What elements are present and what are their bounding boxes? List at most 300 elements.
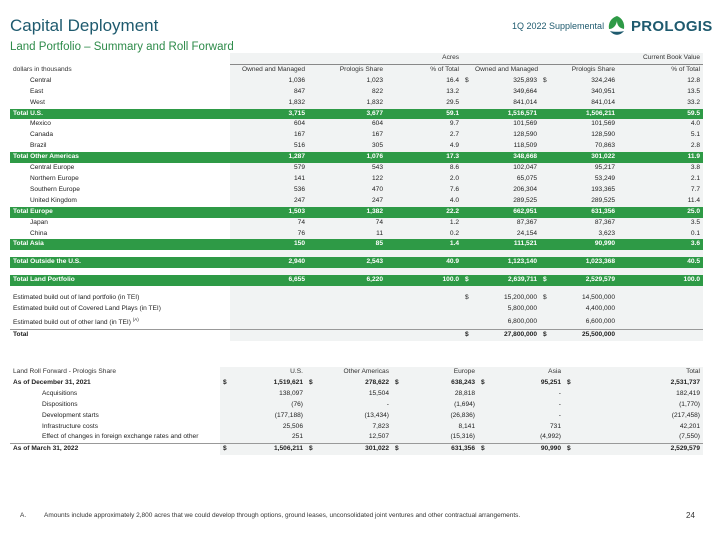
value-owned-managed-text: 325,893 — [513, 76, 538, 84]
acres-owned-managed — [230, 87, 308, 98]
value-owned-managed-text: 349,664 — [513, 87, 538, 95]
row-label — [10, 185, 230, 196]
currency-symbol — [540, 76, 550, 87]
value-pct-total-text: 2.8 — [690, 142, 701, 150]
value-pct-total — [618, 163, 703, 174]
acres-owned-managed-text: 247 — [293, 196, 305, 204]
col-value-prologis-share: Prologis Share — [550, 64, 618, 75]
value-owned-managed — [472, 207, 540, 218]
acres-pct-total — [386, 229, 462, 240]
row-label-text: Northern Europe — [30, 174, 79, 182]
row-label — [10, 293, 230, 304]
acres-pct-total — [386, 239, 462, 250]
currency-symbol — [462, 330, 472, 341]
value-europe: (15,316) — [404, 432, 478, 443]
table-row — [10, 174, 703, 185]
currency-symbol — [462, 239, 472, 250]
value-us: 138,097 — [232, 389, 306, 400]
acres-pct-total — [386, 196, 462, 207]
acres-pct-total-text: 0.2 — [449, 229, 460, 237]
value-owned-managed — [472, 239, 540, 250]
currency-symbol — [220, 389, 232, 400]
value-prologis-share-text: 53,249 — [594, 174, 616, 182]
footnote — [20, 512, 520, 519]
acres-pct-total — [386, 185, 462, 196]
row-label: Dispositions — [42, 400, 78, 408]
acres-owned-managed — [230, 130, 308, 141]
currency-symbol — [540, 87, 550, 98]
column-group-header-row — [10, 53, 703, 64]
table-row — [10, 218, 703, 229]
currency-symbol-text: $ — [543, 276, 547, 284]
roll-forward-header-row — [10, 367, 703, 378]
row-label — [10, 152, 230, 163]
currency-symbol-text: $ — [465, 276, 469, 284]
row-label-text: Japan — [30, 218, 48, 226]
acres-owned-managed-text: 2,940 — [288, 258, 305, 266]
value-owned-managed — [472, 87, 540, 98]
currency-symbol — [564, 400, 576, 411]
acres-prologis-share-text: 11 — [376, 229, 383, 237]
value-owned-managed-text: 128,590 — [513, 131, 538, 139]
currency-symbol — [540, 98, 550, 109]
value-prologis-share-text: 4,400,000 — [585, 305, 616, 313]
value-pct-total — [618, 257, 703, 268]
col-us: U.S. — [232, 367, 306, 378]
value-pct-total-text: 12.8 — [687, 76, 701, 84]
acres-pct-total-text: 16.4 — [446, 76, 460, 84]
total-row — [10, 257, 703, 268]
acres-owned-managed-text: 6,655 — [288, 276, 305, 284]
currency-symbol — [540, 304, 550, 315]
roll-forward-row — [10, 444, 703, 455]
roll-forward-row — [10, 411, 703, 422]
value-owned-managed-text: 1,123,140 — [507, 258, 538, 266]
prologis-logo — [606, 15, 713, 37]
acres-prologis-share — [308, 98, 386, 109]
value-prologis-share-text: 3,623 — [598, 229, 616, 237]
value-owned-managed — [472, 196, 540, 207]
row-label-text: Estimated build out of land portfolio (in TEI) — [13, 294, 140, 302]
value-prologis-share — [550, 130, 618, 141]
value-owned-managed — [472, 141, 540, 152]
currency-symbol — [540, 275, 550, 286]
value-owned-managed — [472, 185, 540, 196]
spacer-row — [10, 268, 703, 275]
row-label-text: Brazil — [30, 142, 47, 150]
acres-pct-total-text: 8.6 — [449, 164, 460, 172]
value-owned-managed-text: 118,509 — [513, 142, 538, 150]
currency-symbol — [392, 422, 404, 433]
acres-prologis-share — [308, 275, 386, 286]
value-owned-managed — [472, 257, 540, 268]
row-label-text: United Kingdom — [30, 196, 77, 204]
currency-symbol — [462, 315, 472, 330]
value-prologis-share — [550, 174, 618, 185]
acres-owned-managed — [230, 196, 308, 207]
col-asia: Asia — [490, 367, 564, 378]
value-prologis-share — [550, 76, 618, 87]
currency-symbol — [462, 304, 472, 315]
currency-symbol-text: $ — [543, 294, 547, 302]
acres-owned-managed — [230, 330, 308, 341]
value-pct-total — [618, 152, 703, 163]
value-prologis-share — [550, 275, 618, 286]
row-label-text: China — [30, 229, 48, 237]
value-owned-managed-text: 101,569 — [513, 120, 538, 128]
currency-symbol — [540, 207, 550, 218]
acres-pct-total-text: 2.0 — [449, 174, 460, 182]
currency-symbol-text: $ — [465, 331, 469, 339]
value-europe: 8,141 — [404, 422, 478, 433]
currency-symbol — [462, 109, 472, 120]
acres-pct-total — [386, 163, 462, 174]
value-pct-total — [618, 207, 703, 218]
currency-symbol — [462, 87, 472, 98]
acres-pct-total-text: 4.0 — [449, 196, 460, 204]
acres-pct-total — [386, 87, 462, 98]
value-pct-total-text: 11.9 — [687, 153, 701, 161]
value-total: 2,529,579 — [576, 444, 703, 455]
acres-prologis-share — [308, 185, 386, 196]
value-owned-managed-text: 206,304 — [513, 185, 538, 193]
currency-symbol: $ — [392, 444, 404, 455]
row-label — [10, 207, 230, 218]
roll-forward-row — [10, 422, 703, 433]
value-prologis-share-text: 289,525 — [591, 196, 616, 204]
currency-symbol — [462, 229, 472, 240]
acres-prologis-share — [308, 87, 386, 98]
value-owned-managed-text: 24,154 — [516, 229, 538, 237]
row-label — [10, 98, 230, 109]
col-acres-owned-managed: Owned and Managed — [230, 64, 308, 75]
currency-symbol — [540, 293, 550, 304]
currency-symbol — [462, 119, 472, 130]
value-pct-total-text: 25.0 — [687, 207, 701, 215]
footnote-letter: A. — [20, 512, 27, 519]
value-prologis-share — [550, 98, 618, 109]
acres-prologis-share — [308, 119, 386, 130]
currency-symbol — [540, 315, 550, 330]
row-label — [10, 257, 230, 268]
value-owned-managed — [472, 218, 540, 229]
currency-symbol: $ — [220, 378, 232, 389]
acres-owned-managed-text: 1,503 — [288, 207, 305, 215]
value-asia: 90,990 — [490, 444, 564, 455]
value-other-americas: 15,504 — [318, 389, 392, 400]
acres-owned-managed — [230, 218, 308, 229]
acres-owned-managed — [230, 257, 308, 268]
row-label-text: Central Europe — [30, 164, 75, 172]
value-us: 1,519,621 — [232, 378, 306, 389]
currency-symbol — [306, 400, 318, 411]
value-pct-total — [618, 98, 703, 109]
value-pct-total-text: 59.5 — [687, 109, 701, 117]
currency-symbol — [462, 76, 472, 87]
acres-owned-managed — [230, 315, 308, 330]
value-owned-managed-text: 348,668 — [513, 153, 538, 161]
acres-pct-total — [386, 141, 462, 152]
acres-owned-managed — [230, 185, 308, 196]
total-row — [10, 239, 703, 250]
acres-pct-total — [386, 98, 462, 109]
col-acres-prologis-share: Prologis Share — [308, 64, 386, 75]
acres-pct-total — [386, 257, 462, 268]
value-owned-managed — [472, 229, 540, 240]
currency-symbol — [392, 389, 404, 400]
currency-symbol — [392, 432, 404, 443]
value-prologis-share — [550, 163, 618, 174]
value-asia: - — [490, 389, 564, 400]
page-number: 24 — [686, 511, 695, 520]
currency-symbol — [462, 293, 472, 304]
acres-prologis-share-text: 822 — [371, 87, 383, 95]
acres-prologis-share-text: 167 — [371, 131, 383, 139]
acres-owned-managed-text: 150 — [293, 240, 305, 248]
col-value-pct-total: % of Total — [618, 64, 703, 75]
currency-symbol — [540, 109, 550, 120]
currency-symbol — [462, 98, 472, 109]
acres-pct-total — [386, 76, 462, 87]
acres-prologis-share — [308, 293, 386, 304]
table-row — [10, 87, 703, 98]
acres-owned-managed — [230, 207, 308, 218]
value-prologis-share-text: 95,217 — [594, 164, 616, 172]
value-pct-total-text: 11.4 — [687, 196, 701, 204]
value-prologis-share — [550, 196, 618, 207]
value-prologis-share-text: 6,600,000 — [585, 317, 616, 325]
row-label — [10, 130, 230, 141]
acres-pct-total — [386, 304, 462, 315]
currency-symbol: $ — [392, 378, 404, 389]
acres-pct-total-text: 1.2 — [449, 218, 460, 226]
acres-owned-managed-text: 847 — [293, 87, 305, 95]
currency-symbol — [220, 411, 232, 422]
currency-symbol — [540, 163, 550, 174]
value-pct-total — [618, 109, 703, 120]
row-label — [10, 109, 230, 120]
currency-symbol — [462, 275, 472, 286]
row-label — [10, 119, 230, 130]
acres-pct-total-text: 4.9 — [449, 142, 460, 150]
acres-prologis-share — [308, 330, 386, 341]
currency-symbol — [564, 411, 576, 422]
value-total: 42,201 — [576, 422, 703, 433]
value-prologis-share — [550, 152, 618, 163]
currency-symbol — [540, 130, 550, 141]
currency-symbol — [540, 257, 550, 268]
currency-symbol: $ — [478, 444, 490, 455]
value-prologis-share-text: 631,356 — [591, 207, 616, 215]
value-prologis-share — [550, 87, 618, 98]
currency-symbol-text: $ — [543, 76, 547, 84]
acres-prologis-share — [308, 130, 386, 141]
acres-owned-managed-text: 1,036 — [288, 76, 305, 84]
value-owned-managed — [472, 76, 540, 87]
value-pct-total — [618, 141, 703, 152]
value-prologis-share — [550, 293, 618, 304]
value-prologis-share-text: 25,500,000 — [582, 331, 616, 339]
value-pct-total-text: 2.1 — [690, 174, 701, 182]
currency-symbol: $ — [478, 378, 490, 389]
acres-owned-managed — [230, 229, 308, 240]
value-other-americas: - — [318, 400, 392, 411]
value-pct-total — [618, 87, 703, 98]
value-prologis-share-text: 2,529,579 — [585, 276, 616, 284]
row-label-text: Mexico — [30, 120, 51, 128]
table-row — [10, 196, 703, 207]
value-asia: (4,992) — [490, 432, 564, 443]
acres-pct-total-text: 7.6 — [449, 185, 460, 193]
value-pct-total — [618, 229, 703, 240]
acres-pct-total — [386, 130, 462, 141]
value-prologis-share — [550, 141, 618, 152]
land-portfolio-table — [10, 53, 703, 341]
value-prologis-share — [550, 207, 618, 218]
value-owned-managed-text: 15,200,000 — [504, 294, 538, 302]
value-owned-managed-text: 6,800,000 — [507, 317, 538, 325]
acres-pct-total-text: 13.2 — [446, 87, 460, 95]
acres-owned-managed — [230, 152, 308, 163]
acres-owned-managed-text: 604 — [293, 120, 305, 128]
currency-symbol — [306, 411, 318, 422]
value-owned-managed — [472, 315, 540, 330]
row-label-text: Total Europe — [13, 207, 53, 215]
row-label — [10, 330, 230, 341]
row-label — [10, 174, 230, 185]
table-row — [10, 98, 703, 109]
value-total: (1,770) — [576, 400, 703, 411]
value-prologis-share — [550, 119, 618, 130]
row-label: Development starts — [42, 411, 99, 419]
currency-symbol — [306, 432, 318, 443]
currency-symbol — [462, 163, 472, 174]
acres-owned-managed-text: 3,715 — [288, 109, 305, 117]
value-owned-managed-text: 65,075 — [516, 174, 538, 182]
table-row — [10, 304, 703, 315]
currency-symbol — [462, 218, 472, 229]
currency-symbol — [462, 207, 472, 218]
page-title: Capital Deployment — [10, 16, 159, 35]
acres-pct-total — [386, 275, 462, 286]
total-row — [10, 152, 703, 163]
value-pct-total — [618, 275, 703, 286]
acres-prologis-share — [308, 76, 386, 87]
value-prologis-share-text: 1,506,211 — [586, 109, 616, 117]
value-owned-managed — [472, 163, 540, 174]
acres-pct-total-text: 9.7 — [449, 120, 460, 128]
value-other-americas: 301,022 — [318, 444, 392, 455]
value-owned-managed-text: 111,521 — [513, 240, 538, 248]
value-us: 25,506 — [232, 422, 306, 433]
page-subtitle: Land Portfolio – Summary and Roll Forward — [10, 41, 234, 53]
acres-prologis-share-text: 1,023 — [366, 76, 383, 84]
currency-symbol: $ — [220, 444, 232, 455]
currency-symbol — [540, 229, 550, 240]
roll-forward-row — [10, 389, 703, 400]
acres-pct-total — [386, 207, 462, 218]
acres-pct-total — [386, 293, 462, 304]
row-label — [10, 229, 230, 240]
prologis-leaf-logo-icon — [606, 15, 628, 37]
value-pct-total-text: 100.0 — [683, 276, 701, 284]
value-owned-managed — [472, 293, 540, 304]
acres-pct-total-text: 59.1 — [446, 109, 460, 117]
currency-symbol: $ — [306, 444, 318, 455]
value-pct-total — [618, 174, 703, 185]
acres-prologis-share — [308, 196, 386, 207]
acres-prologis-share — [308, 109, 386, 120]
currency-symbol — [306, 389, 318, 400]
value-pct-total — [618, 185, 703, 196]
acres-owned-managed — [230, 239, 308, 250]
value-total: 2,531,737 — [576, 378, 703, 389]
currency-symbol — [392, 400, 404, 411]
row-label-text: Southern Europe — [30, 185, 80, 193]
row-label: As of March 31, 2022 — [10, 444, 220, 455]
col-value-owned-managed: Owned and Managed — [472, 64, 540, 75]
value-other-americas: (13,434) — [318, 411, 392, 422]
value-asia: 95,251 — [490, 378, 564, 389]
roll-forward-title: Land Roll Forward - Prologis Share — [13, 368, 116, 375]
currency-symbol — [540, 119, 550, 130]
currency-symbol-text: $ — [465, 294, 469, 302]
value-other-americas: 12,507 — [318, 432, 392, 443]
currency-symbol — [540, 152, 550, 163]
acres-pct-total-text: 22.2 — [446, 207, 460, 215]
value-prologis-share-text: 101,569 — [591, 120, 616, 128]
row-label-text: Total Asia — [13, 240, 44, 248]
acres-prologis-share-text: 604 — [371, 120, 383, 128]
acres-prologis-share — [308, 163, 386, 174]
value-europe: 638,243 — [404, 378, 478, 389]
value-prologis-share — [550, 304, 618, 315]
acres-pct-total — [386, 109, 462, 120]
currency-symbol — [220, 400, 232, 411]
currency-symbol — [220, 422, 232, 433]
acres-owned-managed-text: 536 — [293, 185, 305, 193]
row-label: As of December 31, 2021 — [13, 378, 91, 386]
acres-owned-managed — [230, 174, 308, 185]
roll-forward-row — [10, 400, 703, 411]
currency-symbol — [478, 422, 490, 433]
table-row — [10, 163, 703, 174]
row-label — [10, 76, 230, 87]
value-prologis-share — [550, 185, 618, 196]
value-pct-total — [618, 76, 703, 87]
total-row — [10, 275, 703, 286]
row-label — [10, 87, 230, 98]
value-pct-total — [618, 119, 703, 130]
acres-owned-managed — [230, 98, 308, 109]
value-other-americas: 7,823 — [318, 422, 392, 433]
value-owned-managed-text: 27,800,000 — [504, 331, 538, 339]
value-owned-managed — [472, 98, 540, 109]
currency-symbol — [564, 432, 576, 443]
row-label — [10, 239, 230, 250]
value-prologis-share-text: 193,365 — [591, 185, 616, 193]
currency-symbol — [462, 152, 472, 163]
value-prologis-share-text: 841,014 — [591, 98, 616, 106]
table-row — [10, 76, 703, 87]
logo-text: PROLOGIS — [631, 17, 713, 35]
acres-prologis-share — [308, 174, 386, 185]
value-owned-managed-text: 841,014 — [513, 98, 538, 106]
currency-symbol — [564, 422, 576, 433]
value-total: 182,419 — [576, 389, 703, 400]
supplemental-label: 1Q 2022 Supplemental — [512, 21, 605, 31]
value-prologis-share-text: 301,022 — [591, 153, 616, 161]
